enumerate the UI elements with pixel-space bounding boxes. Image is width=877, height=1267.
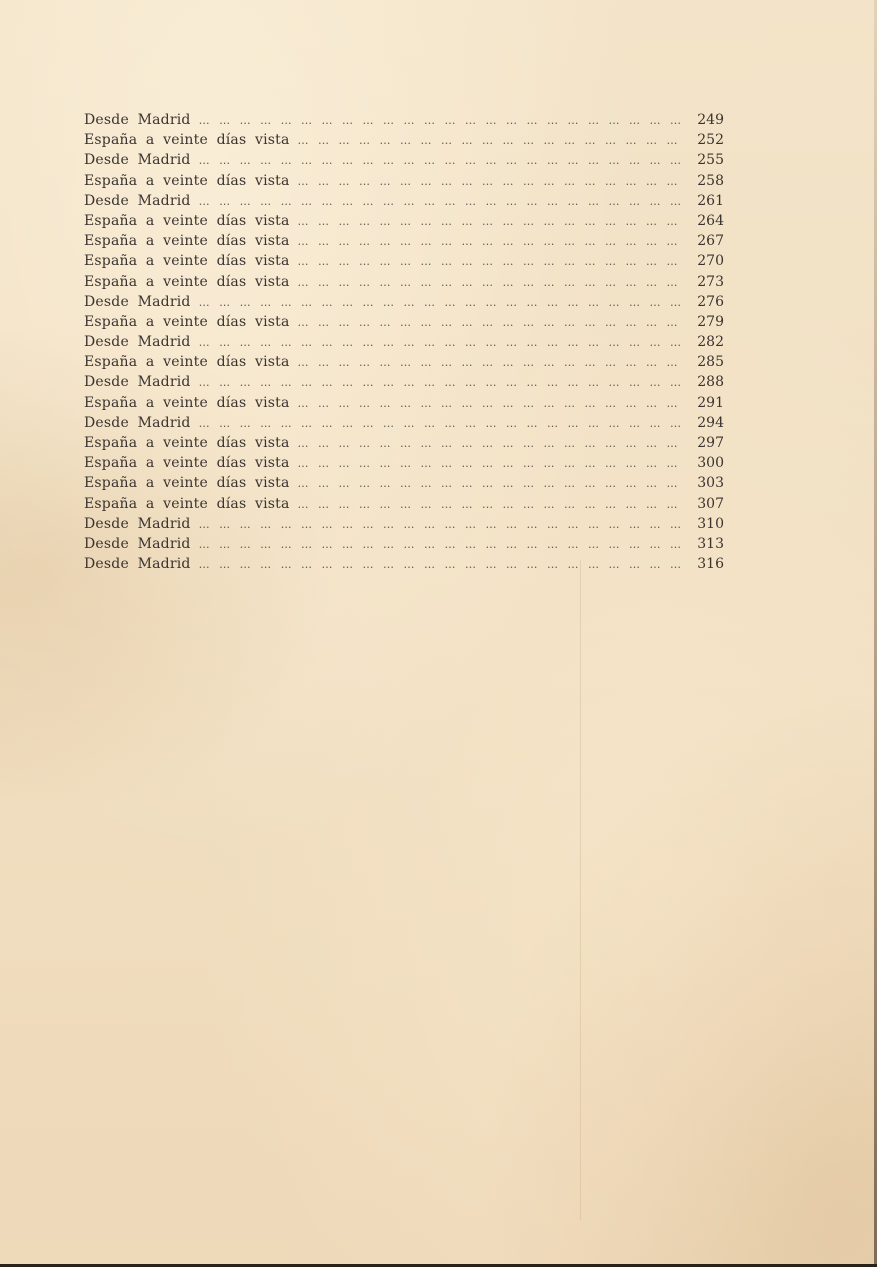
toc-entry-title: España a veinte días vista [84,212,290,229]
toc-entry-page-number: 282 [697,334,724,351]
toc-entry-page-number: 249 [697,112,724,128]
toc-entry [84,130,724,150]
toc-entry-page-number: 270 [697,253,724,270]
toc-entry-title: España a veinte días vista [84,313,290,330]
toc-entry-title: España a veinte días vista [84,132,290,149]
dot-leader [199,535,682,554]
toc-entry-page-number: 279 [697,313,724,330]
dot-leader [199,192,682,211]
toc-entry-title: Desde Madrid [84,152,191,169]
toc-entry [84,534,724,554]
toc-entry-title: España a veinte días vista [84,253,290,270]
toc-entry [84,211,724,231]
dot-leader [298,252,682,271]
toc-entry [84,453,724,473]
toc-entry [84,372,724,392]
dot-leader [298,495,682,514]
toc-entry [84,413,724,433]
toc-entry [84,150,724,170]
toc-entry [84,272,724,292]
toc-entry [84,352,724,372]
dot-leader [199,111,682,130]
toc-entry-page-number: 313 [697,535,724,552]
dot-leader [298,232,682,251]
toc-entry-page-number: 297 [697,435,724,451]
dot-leader [298,394,682,413]
toc-entry-page-number: 261 [697,192,724,209]
toc-entry-title: España a veinte días vista [84,394,290,411]
toc-entry-page-number: 288 [697,374,724,391]
toc-entry [84,554,724,574]
dot-leader [298,273,682,292]
toc-entry [84,231,724,251]
dot-leader [199,555,682,574]
toc-entry-title: Desde Madrid [84,556,191,573]
toc-entry-title: Desde Madrid [84,515,191,532]
toc-entry-title: España a veinte días vista [84,455,290,472]
toc-entry-title: España a veinte días vista [84,495,290,512]
toc-entry [84,312,724,332]
toc-entry-page-number: 303 [697,475,724,492]
toc-entry-title: Desde Madrid [84,414,191,431]
toc-entry-title: España a veinte días vista [84,435,290,451]
toc-entry-title: España a veinte días vista [84,475,290,492]
toc-entry-page-number: 276 [697,293,724,310]
paper-fold-line [580,560,581,1220]
toc-entry-page-number: 273 [697,273,724,290]
toc-entry-title: España a veinte días vista [84,233,290,250]
table-of-contents [84,110,724,574]
toc-entry-page-number: 267 [697,233,724,250]
toc-entry-title: Desde Madrid [84,535,191,552]
dot-leader [298,313,682,332]
toc-entry-title: Desde Madrid [84,192,191,209]
toc-entry-title: España a veinte días vista [84,354,290,371]
dot-leader [199,151,682,170]
toc-entry-page-number: 310 [697,515,724,532]
toc-entry-title: Desde Madrid [84,293,191,310]
toc-entry [84,433,724,453]
dot-leader [298,474,682,493]
toc-entry-page-number: 300 [697,455,724,472]
dot-leader [298,454,682,473]
dot-leader [199,293,682,312]
toc-entry-title: Desde Madrid [84,334,191,351]
dot-leader [298,434,682,453]
toc-entry [84,514,724,534]
toc-entry [84,332,724,352]
toc-entry-page-number: 255 [697,152,724,169]
toc-entry-page-number: 252 [697,132,724,149]
toc-entry-title: Desde Madrid [84,374,191,391]
toc-entry-page-number: 285 [697,354,724,371]
dot-leader [199,515,682,534]
toc-entry [84,171,724,191]
toc-entry-page-number: 258 [697,172,724,189]
toc-entry [84,393,724,413]
toc-entry [84,110,724,130]
dot-leader [199,414,682,433]
toc-entry-page-number: 291 [697,394,724,411]
toc-entry [84,494,724,514]
toc-entry-page-number: 264 [697,212,724,229]
toc-entry-title: Desde Madrid [84,112,191,128]
toc-entry-title: España a veinte días vista [84,172,290,189]
toc-entry [84,191,724,211]
toc-entry-title: España a veinte días vista [84,273,290,290]
toc-entry [84,292,724,312]
toc-entry-page-number: 294 [697,414,724,431]
dot-leader [199,333,682,352]
toc-entry [84,473,724,493]
dot-leader [298,353,682,372]
dot-leader [199,373,682,392]
toc-entry-page-number: 316 [697,556,724,573]
dot-leader [298,172,682,191]
dot-leader [298,131,682,150]
toc-entry [84,251,724,271]
toc-entry-page-number: 307 [697,495,724,512]
dot-leader [298,212,682,231]
